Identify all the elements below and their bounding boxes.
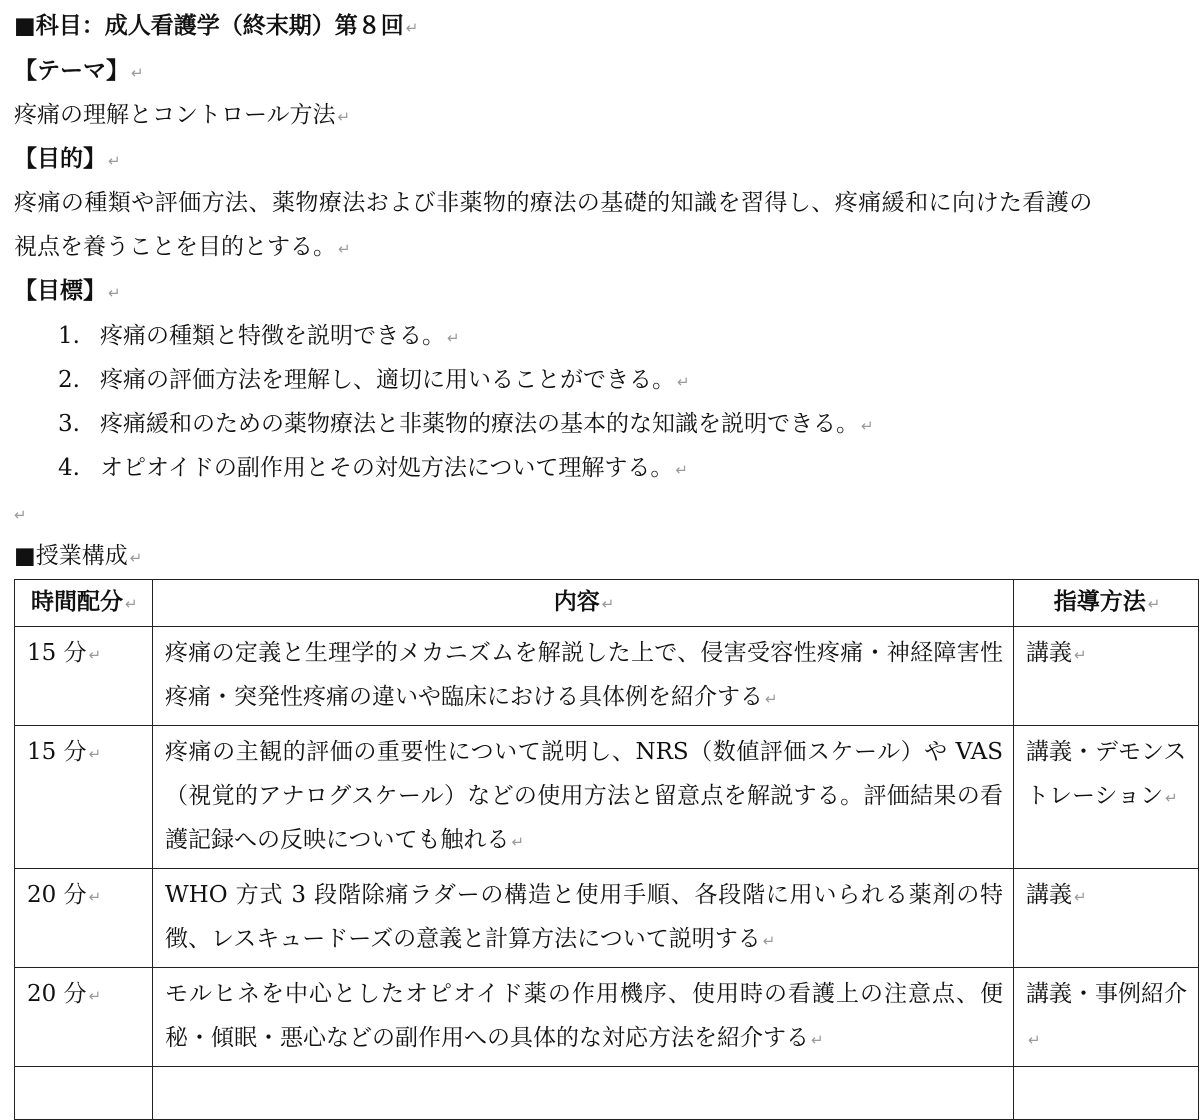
table-row: [15, 869, 1199, 968]
purpose-text-line-2: 視点を養うことを目的とする。 ↵: [14, 234, 351, 260]
theme-heading: 【テーマ】 ↵: [14, 57, 144, 84]
content-cell: WHO 方式 3 段階除痛ラダーの構造と使用手順、各段階に用いられる薬剤の特徴、レスキュードーズの意義と計算方法について説明する ↵: [153, 869, 1014, 968]
paragraph-mark: ↵: [88, 646, 102, 664]
goal-item: 2. 疼痛の評価方法を理解し、適切に用いることができる。 ↵: [58, 367, 690, 393]
content-cell: [153, 1067, 1014, 1120]
purpose-text-line-1: 疼痛の種類や評価方法、薬物療法および非薬物的療法の基礎的知識を習得し、疼痛緩和に向けた看護の: [14, 190, 1093, 216]
time-cell: 20 分 ↵: [15, 968, 153, 1067]
method-cell: 講義・デモンストレーション ↵: [1014, 726, 1199, 869]
paragraph-mark: ↵: [88, 987, 102, 1005]
time-cell: 15 分 ↵: [15, 627, 153, 726]
method-cell: 講義 ↵: [1014, 627, 1199, 726]
structure-heading: ■授業構成 ↵: [14, 543, 143, 569]
paragraph-mark: ↵: [1074, 646, 1087, 664]
paragraph-mark: ↵: [14, 506, 27, 524]
header-content: 内容 ↵: [153, 580, 1014, 627]
paragraph-mark: ↵: [675, 461, 688, 479]
paragraph-mark: ↵: [129, 549, 143, 567]
table-row: [15, 968, 1199, 1067]
table-row: [15, 726, 1199, 869]
time-cell: 20 分 ↵: [15, 869, 153, 968]
paragraph-mark: ↵: [1147, 595, 1161, 613]
paragraph-mark: ↵: [125, 595, 138, 613]
content-cell: 疼痛の定義と生理学的メカニズムを解説した上で、侵害受容性疼痛・神経障害性疼痛・突発性疼痛の違いや臨床における具体例を紹介する ↵: [153, 627, 1014, 726]
paragraph-mark: ↵: [765, 690, 778, 708]
paragraph-mark: ↵: [405, 19, 419, 37]
method-cell: 講義 ↵: [1014, 869, 1199, 968]
goal-item: 4. オピオイドの副作用とその対処方法について理解する。 ↵: [58, 455, 688, 481]
lesson-structure-table: [14, 579, 1199, 1120]
paragraph-mark: ↵: [88, 745, 102, 763]
paragraph-mark: ↵: [337, 108, 351, 126]
goal-item: 1. 疼痛の種類と特徴を説明できる。 ↵: [58, 323, 460, 349]
subject-title: ■科目：成人看護学（終末期）第８回 ↵: [14, 12, 419, 39]
paragraph-mark: ↵: [1074, 888, 1087, 906]
time-cell: 15 分 ↵: [15, 726, 153, 869]
paragraph-mark: ↵: [1165, 789, 1178, 807]
table-header-row: [15, 580, 1199, 627]
table-row: [15, 627, 1199, 726]
paragraph-mark: ↵: [811, 1031, 824, 1049]
theme-text: 疼痛の理解とコントロール方法 ↵: [14, 102, 351, 128]
paragraph-mark: ↵: [338, 240, 351, 258]
content-cell: 疼痛の主観的評価の重要性について説明し、NRS（数値評価スケール）や VAS（視覚的アナログスケール）などの使用方法と留意点を解説する。評価結果の看護記録への反映についても触れる ↵: [153, 726, 1014, 869]
paragraph-mark: ↵: [88, 888, 102, 906]
goal-item: 3. 疼痛緩和のための薬物療法と非薬物的療法の基本的な知識を説明できる。 ↵: [58, 411, 874, 437]
time-cell: [15, 1067, 153, 1120]
method-cell: 講義・事例紹介↵: [1014, 968, 1199, 1067]
paragraph-mark: ↵: [131, 64, 144, 82]
header-method: 指導方法 ↵: [1014, 580, 1199, 627]
paragraph-mark: ↵: [108, 152, 121, 170]
paragraph-mark: ↵: [511, 833, 525, 851]
method-cell: [1014, 1067, 1199, 1120]
paragraph-mark: ↵: [601, 595, 615, 613]
paragraph-mark: ↵: [108, 284, 121, 302]
goals-heading: 【目標】 ↵: [14, 277, 121, 304]
paragraph-mark: ↵: [762, 932, 776, 950]
purpose-heading: 【目的】 ↵: [14, 145, 121, 172]
paragraph-mark: ↵: [861, 417, 874, 435]
empty-paragraph: [14, 498, 27, 530]
table-row: [15, 1067, 1199, 1120]
content-cell: モルヒネを中心としたオピオイド薬の作用機序、使用時の看護上の注意点、便秘・傾眠・悪心などの副作用への具体的な対応方法を紹介する ↵: [153, 968, 1014, 1067]
paragraph-mark: ↵: [1028, 1031, 1041, 1049]
paragraph-mark: ↵: [677, 373, 690, 391]
header-time: 時間配分 ↵: [15, 580, 153, 627]
paragraph-mark: ↵: [447, 329, 460, 347]
